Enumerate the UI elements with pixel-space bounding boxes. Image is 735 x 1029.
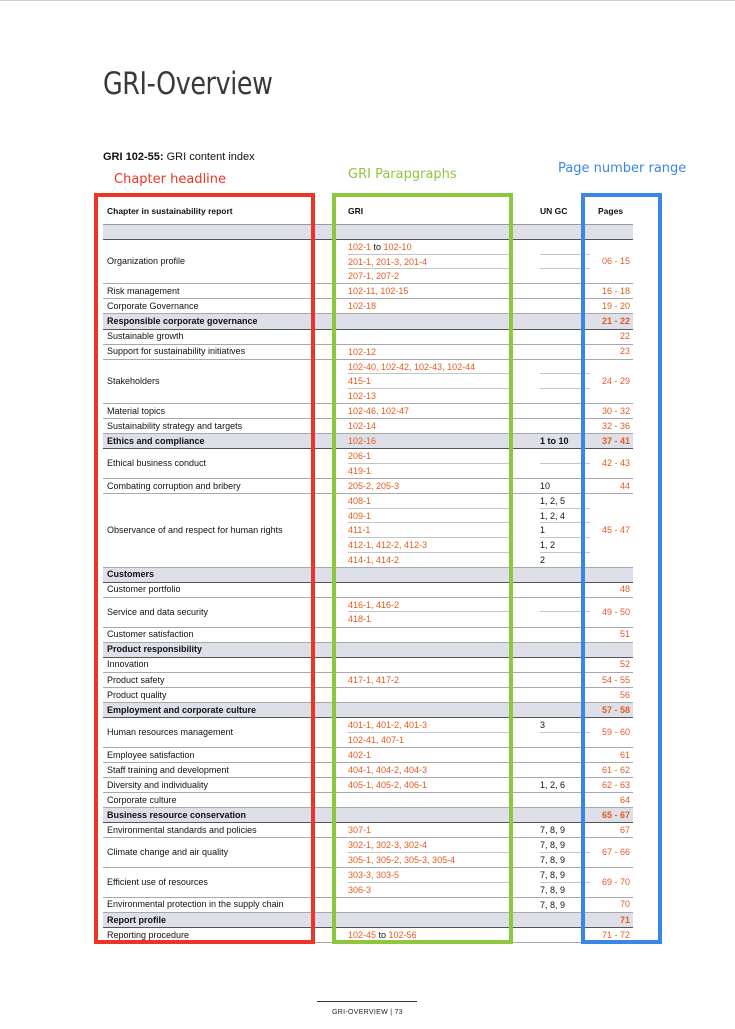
gri-reference: 102-40, 102-42, 102-43, 102-44 bbox=[348, 360, 513, 375]
ungc-principles: 10 bbox=[540, 481, 551, 492]
annotation-page-number-range: Page number range bbox=[558, 161, 687, 176]
pages-cell: 32 - 36 bbox=[601, 420, 630, 431]
gri-reference: 306-3 bbox=[348, 884, 372, 895]
chapter-cell: Ethics and compliance bbox=[107, 436, 205, 446]
pages-cell: 42 - 43 bbox=[601, 458, 630, 469]
header-pages: Pages bbox=[598, 206, 624, 216]
pages-cell: 37 - 41 bbox=[601, 436, 630, 446]
chapter-cell: Efficient use of resources bbox=[107, 877, 208, 888]
gri-reference: 409-1 bbox=[348, 509, 513, 524]
pages-cell: 61 - 62 bbox=[601, 764, 630, 775]
ungc-principles: 7, 8, 9 bbox=[540, 825, 566, 836]
pages-cell: 16 - 18 bbox=[601, 286, 630, 297]
chapter-cell: Organization profile bbox=[107, 256, 186, 267]
gri-reference: 417-1, 417-2 bbox=[348, 674, 400, 685]
gri-reference: 207-1, 207-2 bbox=[348, 271, 400, 282]
chapter-cell: Human resources management bbox=[107, 727, 234, 738]
gri-reference: 102-12 bbox=[348, 346, 377, 357]
chapter-cell: Support for sustainability initiatives bbox=[107, 346, 246, 357]
gri-reference: 412-1, 412-2, 412-3 bbox=[348, 538, 513, 553]
pages-cell: 70 bbox=[619, 899, 630, 910]
ungc-principles: 2 bbox=[540, 554, 546, 565]
gri-reference: 414-1, 414-2 bbox=[348, 554, 400, 565]
gri-reference: 102-16 bbox=[348, 436, 377, 447]
gri-reference: 102-46, 102-47 bbox=[348, 406, 410, 417]
table-caption bbox=[103, 151, 255, 163]
ungc-principles: 1, 2, 5 bbox=[540, 494, 590, 509]
chapter-cell: Reporting procedure bbox=[107, 929, 190, 940]
chapter-cell: Customer satisfaction bbox=[107, 629, 194, 640]
gri-reference: 102-13 bbox=[348, 390, 377, 401]
chapter-cell: Innovation bbox=[107, 659, 149, 670]
chapter-cell: Risk management bbox=[107, 286, 180, 297]
chapter-cell: Responsible corporate governance bbox=[107, 316, 258, 327]
pages-cell: 71 - 72 bbox=[601, 929, 630, 940]
gri-reference: 206-1 bbox=[348, 449, 513, 464]
gri-reference: 411-1 bbox=[348, 523, 513, 538]
pages-cell: 23 bbox=[619, 346, 630, 357]
pages-cell: 44 bbox=[619, 480, 630, 491]
ungc-principles: 1, 2, 6 bbox=[540, 779, 566, 790]
chapter-cell: Diversity and individuality bbox=[107, 779, 209, 790]
pages-cell: 45 - 47 bbox=[601, 525, 630, 536]
pages-cell: 65 - 67 bbox=[601, 809, 630, 820]
chapter-cell: Staff training and development bbox=[107, 764, 229, 775]
pages-cell: 21 - 22 bbox=[601, 316, 630, 327]
pages-cell: 49 - 50 bbox=[601, 606, 630, 617]
gri-reference: 205-2, 205-3 bbox=[348, 481, 400, 492]
chapter-cell: Sustainable growth bbox=[107, 331, 184, 342]
gri-reference: 102-1 to 102-10 bbox=[348, 240, 513, 255]
footer-rule bbox=[317, 1001, 417, 1002]
chapter-cell: Employment and corporate culture bbox=[107, 704, 257, 715]
ungc-principles: 1, 2, 4 bbox=[540, 509, 590, 524]
chapter-cell: Material topics bbox=[107, 405, 166, 416]
page-title: GRI-Overview bbox=[103, 66, 273, 102]
ungc-principles: 1, 2 bbox=[540, 538, 590, 553]
chapter-cell: Product quality bbox=[107, 689, 167, 700]
gri-reference: 405-1, 405-2, 406-1 bbox=[348, 779, 428, 790]
gri-reference: 102-45 to 102-56 bbox=[348, 929, 417, 940]
chapter-cell: Ethical business conduct bbox=[107, 458, 207, 469]
ungc-principles: 7, 8, 9 bbox=[540, 838, 590, 853]
caption-code: GRI 102-55: bbox=[103, 151, 164, 163]
chapter-cell: Customers bbox=[107, 569, 155, 580]
pages-cell: 30 - 32 bbox=[601, 405, 630, 416]
chapter-cell: Combating corruption and bribery bbox=[107, 480, 241, 491]
chapter-cell: Report profile bbox=[107, 914, 167, 925]
pages-cell: 67 - 66 bbox=[601, 847, 630, 858]
ungc-principles: 7, 8, 9 bbox=[540, 884, 566, 895]
chapter-cell: Employee satisfaction bbox=[107, 749, 195, 760]
gri-reference: 415-1 bbox=[348, 374, 513, 389]
ungc-principles: 7, 8, 9 bbox=[540, 899, 566, 910]
chapter-cell: Observance of and respect for human rights bbox=[107, 525, 283, 536]
pages-cell: 56 bbox=[619, 689, 630, 700]
gri-reference: 419-1 bbox=[348, 465, 372, 476]
ungc-principles: 3 bbox=[540, 718, 590, 733]
gri-reference: 402-1 bbox=[348, 749, 372, 760]
chapter-cell: Product safety bbox=[107, 674, 165, 685]
chapter-cell: Sustainability strategy and targets bbox=[107, 420, 243, 431]
gri-reference: 307-1 bbox=[348, 825, 372, 836]
gri-reference: 102-11, 102-15 bbox=[348, 286, 409, 297]
pages-cell: 57 - 58 bbox=[601, 704, 630, 715]
chapter-column-highlight bbox=[94, 193, 315, 944]
pages-cell: 24 - 29 bbox=[601, 376, 630, 387]
gri-reference: 404-1, 404-2, 404-3 bbox=[348, 764, 428, 775]
gri-reference: 416-1, 416-2 bbox=[348, 598, 513, 613]
pages-cell: 67 bbox=[619, 824, 630, 835]
gri-reference: 102-14 bbox=[348, 421, 377, 432]
chapter-cell: Business resource conservation bbox=[107, 809, 247, 820]
chapter-cell: Service and data security bbox=[107, 606, 209, 617]
ungc-principles: 1 bbox=[540, 523, 590, 538]
page-footer: GRI-OVERVIEW | 73 bbox=[332, 1009, 403, 1016]
pages-cell: 71 bbox=[619, 914, 630, 925]
caption-text: GRI content index bbox=[163, 151, 255, 163]
top-divider bbox=[0, 0, 735, 1]
pages-cell: 61 bbox=[619, 749, 630, 760]
chapter-cell: Customer portfolio bbox=[107, 584, 181, 595]
pages-cell: 19 - 20 bbox=[601, 301, 630, 312]
gri-column-highlight bbox=[332, 193, 513, 944]
gri-reference: 305-1, 305-2, 305-3, 305-4 bbox=[348, 854, 456, 865]
ungc-principles: 7, 8, 9 bbox=[540, 854, 566, 865]
pages-cell: 54 - 55 bbox=[601, 674, 630, 685]
pages-cell: 22 bbox=[619, 331, 630, 342]
gri-reference: 102-18 bbox=[348, 301, 377, 312]
pages-cell: 51 bbox=[619, 629, 630, 640]
gri-reference: 302-1, 302-3, 302-4 bbox=[348, 838, 513, 853]
gri-reference: 401-1, 401-2, 401-3 bbox=[348, 718, 513, 733]
pages-cell: 69 - 70 bbox=[601, 877, 630, 888]
gri-reference: 201-1, 201-3, 201-4 bbox=[348, 255, 513, 270]
ungc-principles: 7, 8, 9 bbox=[540, 868, 590, 883]
annotation-gri-paragraphs: GRI Parapgraphs bbox=[348, 167, 457, 182]
chapter-cell: Corporate culture bbox=[107, 794, 177, 805]
header-gri: GRI bbox=[348, 206, 364, 216]
header-chapter: Chapter in sustainability report bbox=[107, 206, 233, 216]
gri-reference: 418-1 bbox=[348, 614, 372, 625]
chapter-cell: Environmental protection in the supply chain bbox=[107, 899, 284, 910]
chapter-cell: Corporate Governance bbox=[107, 301, 199, 312]
gri-reference: 303-3, 303-5 bbox=[348, 868, 513, 883]
chapter-cell: Climate change and air quality bbox=[107, 847, 229, 858]
pages-cell: 06 - 15 bbox=[601, 256, 630, 267]
annotation-chapter-headline: Chapter headline bbox=[114, 172, 227, 187]
ungc-principles: 1 to 10 bbox=[540, 436, 569, 447]
gri-reference: 102-41, 407-1 bbox=[348, 734, 405, 745]
pages-cell: 64 bbox=[619, 794, 630, 805]
chapter-cell: Product responsibility bbox=[107, 644, 203, 655]
pages-cell: 48 bbox=[619, 584, 630, 595]
chapter-cell: Stakeholders bbox=[107, 376, 160, 387]
pages-cell: 52 bbox=[619, 659, 630, 670]
chapter-cell: Environmental standards and policies bbox=[107, 824, 257, 835]
pages-cell: 59 - 60 bbox=[601, 727, 630, 738]
pages-column-highlight bbox=[581, 193, 662, 944]
gri-reference: 408-1 bbox=[348, 494, 513, 509]
pages-cell: 62 - 63 bbox=[601, 779, 630, 790]
header-ungc: UN GC bbox=[540, 206, 568, 216]
